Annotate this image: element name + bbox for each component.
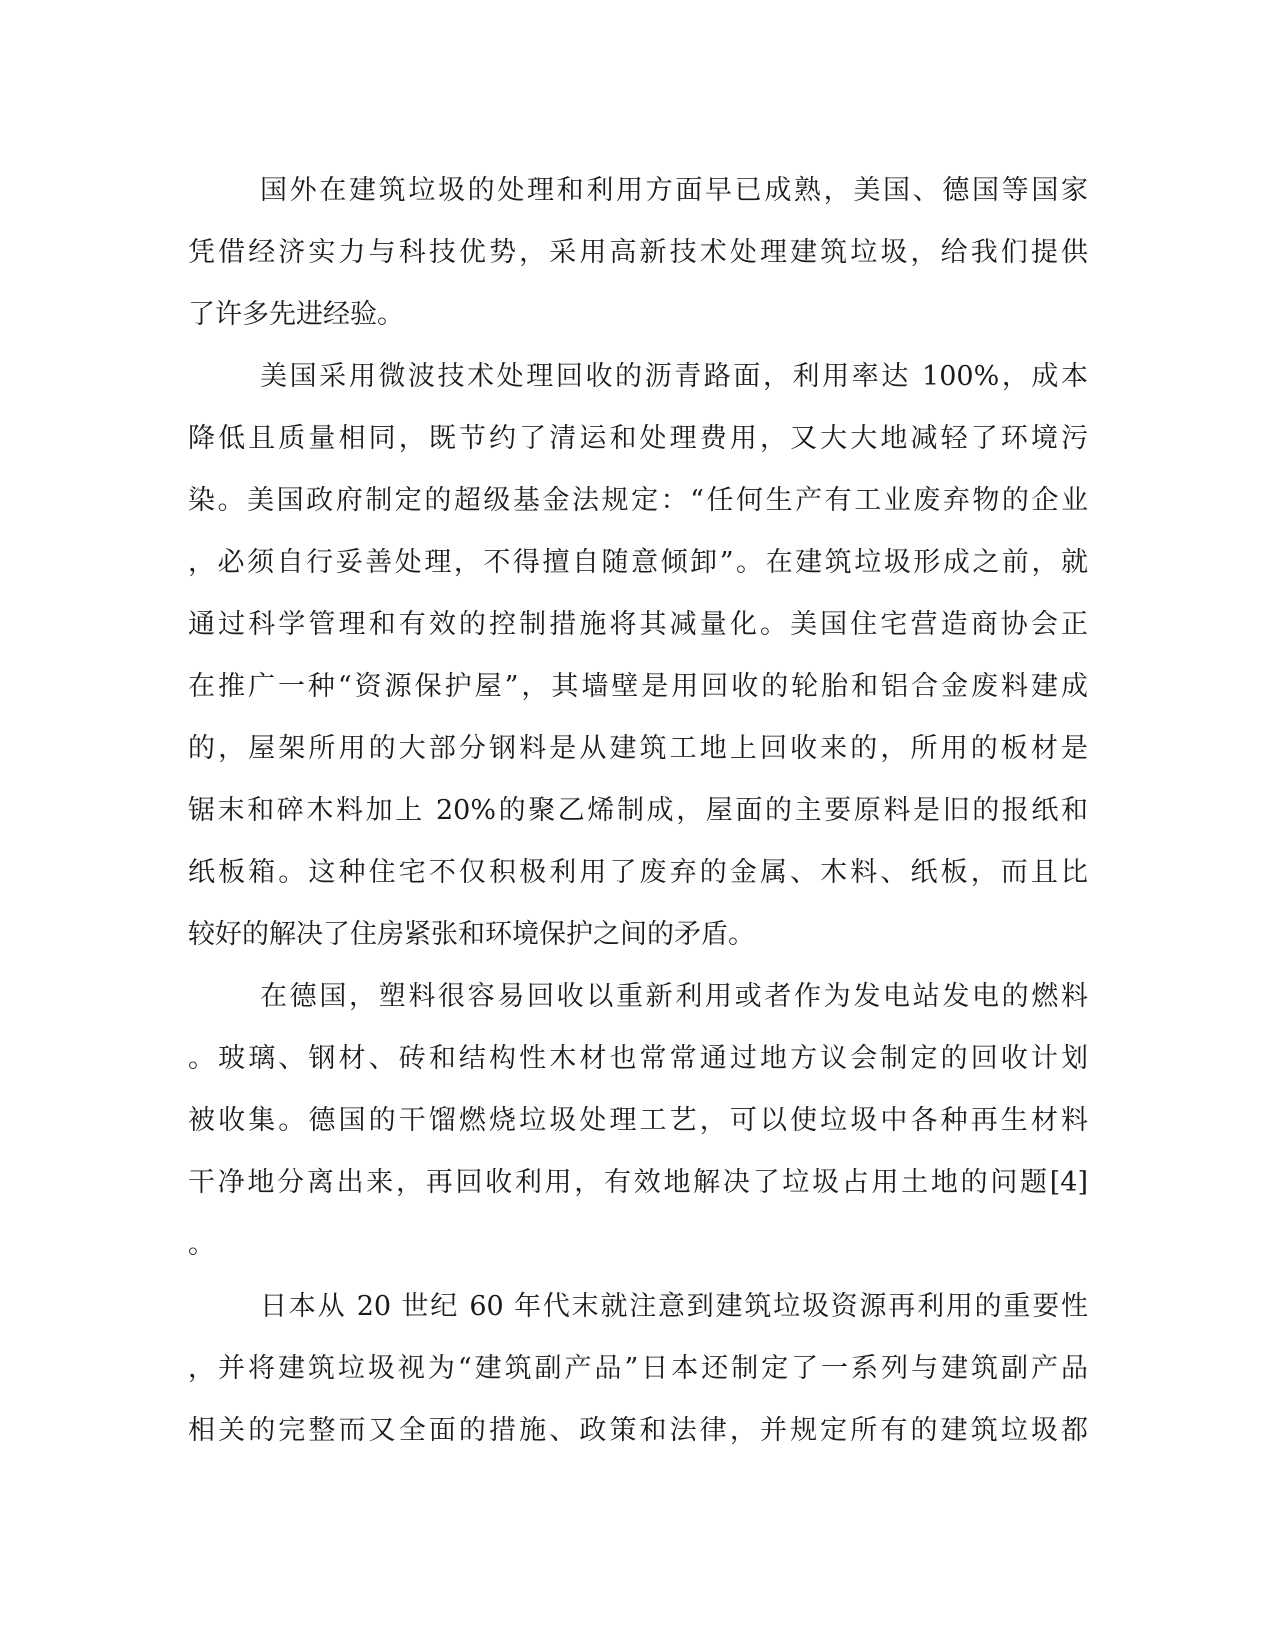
text-line: 。 bbox=[188, 1229, 215, 1260]
text-line: 美国采用微波技术处理回收的沥青路面，利用率达 100%，成本 bbox=[260, 361, 1088, 392]
text-line: ，并将建筑垃圾视为“建筑副产品”日本还制定了一系列与建筑副产品 bbox=[188, 1353, 1088, 1384]
text-line: 染。美国政府制定的超级基金法规定：“任何生产有工业废弃物的企业 bbox=[188, 485, 1088, 516]
paragraph-usa bbox=[188, 346, 1088, 966]
text-line: 被收集。德国的干馏燃烧垃圾处理工艺，可以使垃圾中各种再生材料 bbox=[188, 1105, 1088, 1136]
text-line: 日本从 20 世纪 60 年代末就注意到建筑垃圾资源再利用的重要性 bbox=[260, 1291, 1088, 1322]
text-line: ，必须自行妥善处理，不得擅自随意倾卸”。在建筑垃圾形成之前，就 bbox=[188, 547, 1088, 578]
text-line: 国外在建筑垃圾的处理和利用方面早已成熟，美国、德国等国家 bbox=[260, 175, 1088, 206]
paragraph-foreign-experience bbox=[188, 160, 1088, 346]
text-line: 在推广一种“资源保护屋”，其墙壁是用回收的轮胎和铝合金废料建成 bbox=[188, 671, 1088, 702]
text-line: 较好的解决了住房紧张和环境保护之间的矛盾。 bbox=[188, 919, 755, 950]
paragraph-germany bbox=[188, 966, 1088, 1276]
text-line: 纸板箱。这种住宅不仅积极利用了废弃的金属、木料、纸板，而且比 bbox=[188, 857, 1088, 888]
text-line: 通过科学管理和有效的控制措施将其减量化。美国住宅营造商协会正 bbox=[188, 609, 1088, 640]
text-line: 干净地分离出来，再回收利用，有效地解决了垃圾占用土地的问题[4] bbox=[188, 1167, 1088, 1198]
text-line: 了许多先进经验。 bbox=[188, 299, 404, 330]
text-line: 在德国，塑料很容易回收以重新利用或者作为发电站发电的燃料 bbox=[260, 981, 1088, 1012]
text-line: 。玻璃、钢材、砖和结构性木材也常常通过地方议会制定的回收计划 bbox=[188, 1043, 1088, 1074]
text-line: 的，屋架所用的大部分钢料是从建筑工地上回收来的，所用的板材是 bbox=[188, 733, 1088, 764]
paragraph-japan bbox=[188, 1276, 1088, 1462]
text-line: 锯末和碎木料加上 20%的聚乙烯制成，屋面的主要原料是旧的报纸和 bbox=[188, 795, 1088, 826]
text-line: 相关的完整而又全面的措施、政策和法律，并规定所有的建筑垃圾都 bbox=[188, 1415, 1088, 1446]
text-line: 凭借经济实力与科技优势，采用高新技术处理建筑垃圾，给我们提供 bbox=[188, 237, 1088, 268]
document-body bbox=[188, 160, 1088, 1462]
text-line: 降低且质量相同，既节约了清运和处理费用，又大大地减轻了环境污 bbox=[188, 423, 1088, 454]
